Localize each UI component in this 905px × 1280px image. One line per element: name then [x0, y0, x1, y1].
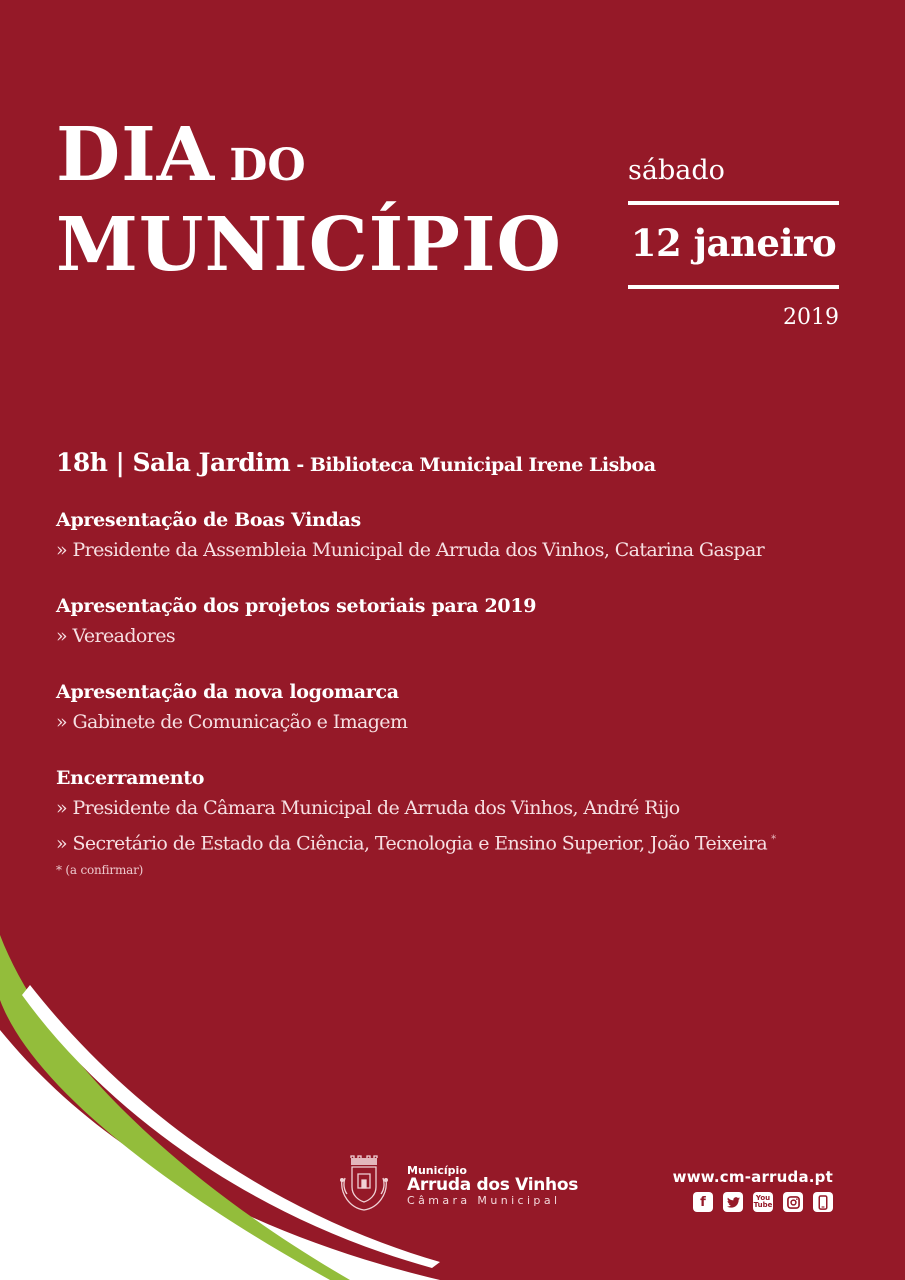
program-item-speaker: » Vereadores	[56, 625, 176, 647]
title-dia: DIA	[56, 112, 216, 198]
footnote: * (a confirmar)	[56, 863, 144, 878]
date-year: 2019	[783, 305, 839, 330]
event-title	[56, 112, 562, 288]
coat-of-arms-icon	[333, 1154, 395, 1216]
program-item	[56, 591, 856, 652]
program-item-speaker: » Presidente da Assembleia Municipal de Arruda dos Vinhos, Catarina Gaspar	[56, 539, 765, 561]
venue-location: - Biblioteca Municipal Irene Lisboa	[290, 454, 656, 476]
asterisk-mark: *	[771, 834, 776, 845]
date-weekday: sábado	[628, 155, 725, 186]
logo-line-municipio: Município	[407, 1163, 467, 1177]
title-do: DO	[229, 140, 306, 191]
municipality-logo[interactable]	[333, 1154, 578, 1216]
program-item-speaker: » Gabinete de Comunicação e Imagem	[56, 711, 408, 733]
contact-block	[668, 1168, 833, 1212]
instagram-icon[interactable]	[783, 1192, 803, 1212]
program-item-title: Apresentação dos projetos setoriais para 2019	[56, 595, 537, 617]
program-item	[56, 677, 856, 738]
twitter-icon[interactable]	[723, 1192, 743, 1212]
date-day-month: 12 janeiro	[630, 221, 837, 265]
program-item-speaker	[56, 824, 856, 859]
program-item-title: Apresentação da nova logomarca	[56, 681, 399, 703]
social-icons	[668, 1192, 833, 1212]
date-divider-bottom	[628, 285, 839, 289]
venue-time-place: 18h | Sala Jardim	[56, 448, 291, 477]
title-municipio: MUNICÍPIO	[56, 202, 562, 288]
program-item	[56, 505, 856, 566]
website-link[interactable]: www.cm-arruda.pt	[672, 1168, 833, 1186]
facebook-icon[interactable]: f	[693, 1192, 713, 1212]
event-date	[628, 155, 839, 330]
program-item	[56, 763, 856, 859]
speaker-text: » Secretário de Estado da Ciência, Tecnologia e Ensino Superior, João Teixeira	[56, 832, 768, 855]
logo-line-name: Arruda dos Vinhos	[407, 1174, 579, 1195]
venue-line	[56, 448, 856, 477]
program-item-speaker: » Presidente da Câmara Municipal de Arruda dos Vinhos, André Rijo	[56, 797, 680, 819]
program-item-title: Encerramento	[56, 767, 205, 789]
logo-line-camara: Câmara Municipal	[407, 1193, 561, 1207]
event-program	[56, 448, 856, 877]
program-item-title: Apresentação de Boas Vindas	[56, 509, 361, 531]
youtube-icon[interactable]: You Tube	[753, 1192, 773, 1212]
mobile-icon[interactable]	[813, 1192, 833, 1212]
